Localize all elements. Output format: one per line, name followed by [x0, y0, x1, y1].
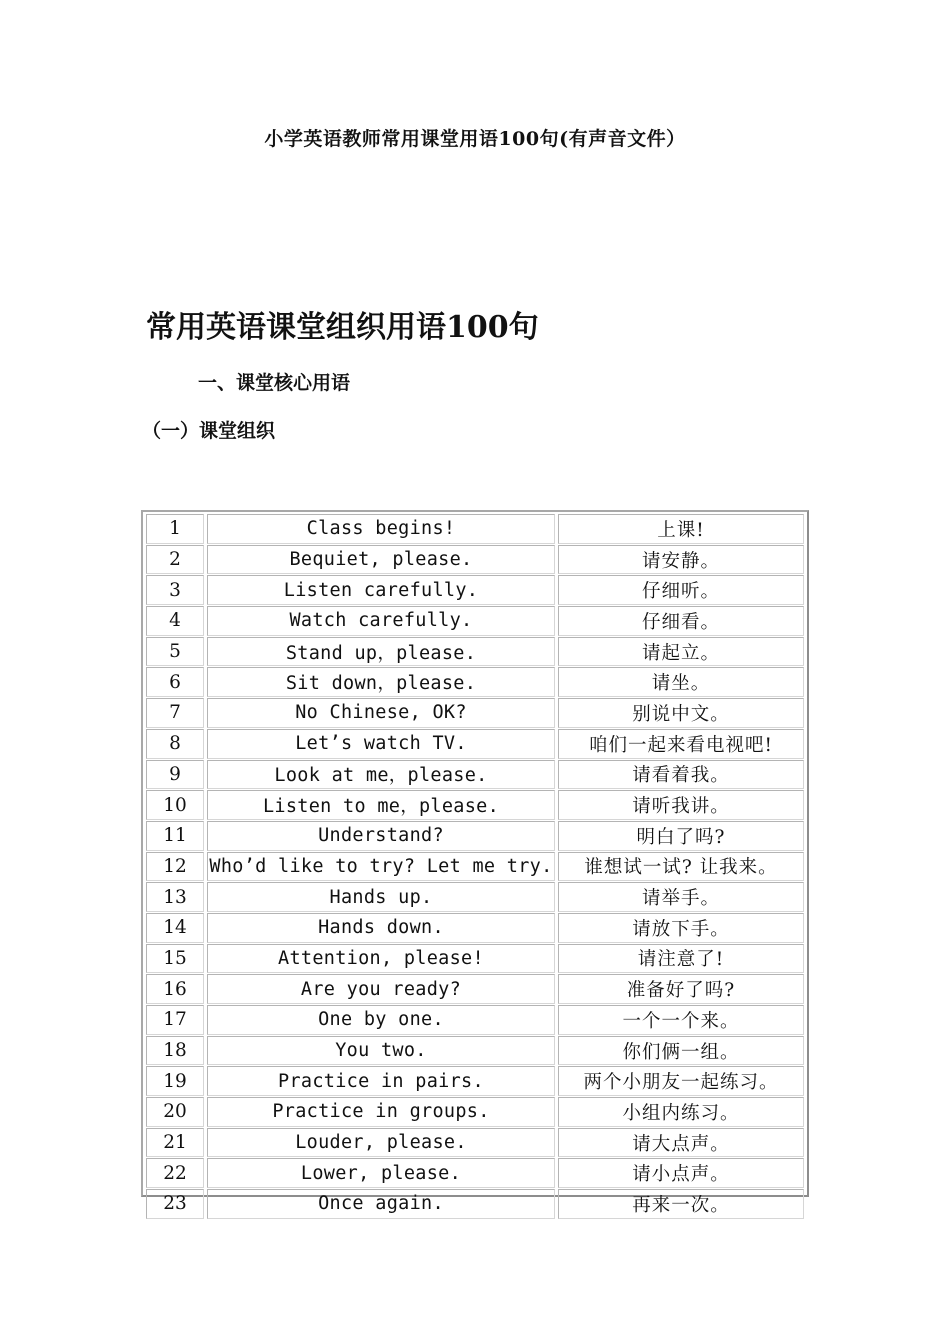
row-number-cell: 3	[146, 575, 204, 605]
table-row	[146, 667, 804, 697]
row-number-cell: 9	[146, 760, 204, 790]
chinese-translation-cell: 请小点声。	[558, 1158, 804, 1188]
row-number-cell: 10	[146, 790, 204, 820]
table-row	[146, 852, 804, 882]
chinese-translation-cell: 咱们一起来看电视吧!	[558, 729, 804, 759]
english-phrase-cell: Are you ready?	[207, 974, 555, 1004]
english-phrase-cell: Bequiet, please.	[207, 545, 555, 575]
chinese-translation-cell: 再来一次。	[558, 1189, 804, 1219]
row-number-cell: 5	[146, 637, 204, 667]
chinese-translation-cell: 请听我讲。	[558, 790, 804, 820]
english-phrase-cell: Lower, please.	[207, 1158, 555, 1188]
section-heading: 一、课堂核心用语	[198, 372, 351, 394]
phrases-table-frame	[141, 510, 809, 1216]
phrases-table-body	[146, 514, 804, 1219]
table-row	[146, 1066, 804, 1096]
english-phrase-cell: Let’s watch TV.	[207, 729, 555, 759]
chinese-translation-cell: 请举手。	[558, 882, 804, 912]
chinese-translation-cell: 请大点声。	[558, 1128, 804, 1158]
main-heading: 常用英语课堂组织用语100句	[146, 310, 539, 345]
english-phrase-cell: One by one.	[207, 1005, 555, 1035]
english-phrase-cell: Louder, please.	[207, 1128, 555, 1158]
subsection-heading: （一）课堂组织	[142, 420, 276, 442]
table-row	[146, 729, 804, 759]
chinese-translation-cell: 一个一个来。	[558, 1005, 804, 1035]
chinese-translation-cell: 你们俩一组。	[558, 1036, 804, 1066]
table-row	[146, 882, 804, 912]
table-row	[146, 760, 804, 790]
row-number-cell: 7	[146, 698, 204, 728]
chinese-translation-cell: 仔细看。	[558, 606, 804, 636]
phrases-table	[143, 513, 807, 1220]
row-number-cell: 20	[146, 1097, 204, 1127]
chinese-translation-cell: 请起立。	[558, 637, 804, 667]
english-phrase-cell: Attention, please!	[207, 944, 555, 974]
english-phrase-cell: Understand?	[207, 821, 555, 851]
table-row	[146, 1097, 804, 1127]
row-number-cell: 23	[146, 1189, 204, 1219]
row-number-cell: 2	[146, 545, 204, 575]
english-phrase-cell: Once again.	[207, 1189, 555, 1219]
table-row	[146, 1036, 804, 1066]
row-number-cell: 4	[146, 606, 204, 636]
table-row	[146, 545, 804, 575]
chinese-translation-cell: 请放下手。	[558, 913, 804, 943]
english-phrase-cell: Hands up.	[207, 882, 555, 912]
row-number-cell: 22	[146, 1158, 204, 1188]
row-number-cell: 1	[146, 514, 204, 544]
english-phrase-cell: Sit down，please.	[207, 667, 555, 697]
english-phrase-cell: Listen to me，please.	[207, 790, 555, 820]
chinese-translation-cell: 明白了吗?	[558, 821, 804, 851]
table-row	[146, 698, 804, 728]
english-phrase-cell: No Chinese, OK?	[207, 698, 555, 728]
chinese-translation-cell: 准备好了吗?	[558, 974, 804, 1004]
english-phrase-cell: Practice in pairs.	[207, 1066, 555, 1096]
table-row	[146, 606, 804, 636]
chinese-translation-cell: 请坐。	[558, 667, 804, 697]
document-title: 小学英语教师常用课堂用语100句(有声音文件）	[264, 128, 686, 150]
chinese-translation-cell: 小组内练习。	[558, 1097, 804, 1127]
row-number-cell: 6	[146, 667, 204, 697]
chinese-translation-cell: 上课!	[558, 514, 804, 544]
row-number-cell: 8	[146, 729, 204, 759]
english-phrase-cell: Class begins!	[207, 514, 555, 544]
chinese-translation-cell: 谁想试一试? 让我来。	[558, 852, 804, 882]
chinese-translation-cell: 两个小朋友一起练习。	[558, 1066, 804, 1096]
row-number-cell: 13	[146, 882, 204, 912]
row-number-cell: 14	[146, 913, 204, 943]
english-phrase-cell: Look at me，please.	[207, 760, 555, 790]
row-number-cell: 18	[146, 1036, 204, 1066]
table-row	[146, 514, 804, 544]
row-number-cell: 11	[146, 821, 204, 851]
english-phrase-cell: Watch carefully.	[207, 606, 555, 636]
english-phrase-cell: Who’d like to try? Let me try.	[207, 852, 555, 882]
row-number-cell: 19	[146, 1066, 204, 1096]
row-number-cell: 21	[146, 1128, 204, 1158]
row-number-cell: 12	[146, 852, 204, 882]
table-row	[146, 913, 804, 943]
row-number-cell: 17	[146, 1005, 204, 1035]
chinese-translation-cell: 别说中文。	[558, 698, 804, 728]
table-row	[146, 1189, 804, 1219]
english-phrase-cell: Hands down.	[207, 913, 555, 943]
chinese-translation-cell: 请安静。	[558, 545, 804, 575]
english-phrase-cell: Listen carefully.	[207, 575, 555, 605]
table-row	[146, 1128, 804, 1158]
chinese-translation-cell: 仔细听。	[558, 575, 804, 605]
table-row	[146, 1158, 804, 1188]
table-row	[146, 821, 804, 851]
table-row	[146, 974, 804, 1004]
table-row	[146, 575, 804, 605]
table-row	[146, 637, 804, 667]
english-phrase-cell: Stand up，please.	[207, 637, 555, 667]
english-phrase-cell: Practice in groups.	[207, 1097, 555, 1127]
table-row	[146, 944, 804, 974]
chinese-translation-cell: 请看着我。	[558, 760, 804, 790]
english-phrase-cell: You two.	[207, 1036, 555, 1066]
row-number-cell: 15	[146, 944, 204, 974]
row-number-cell: 16	[146, 974, 204, 1004]
chinese-translation-cell: 请注意了!	[558, 944, 804, 974]
table-row	[146, 1005, 804, 1035]
table-row	[146, 790, 804, 820]
